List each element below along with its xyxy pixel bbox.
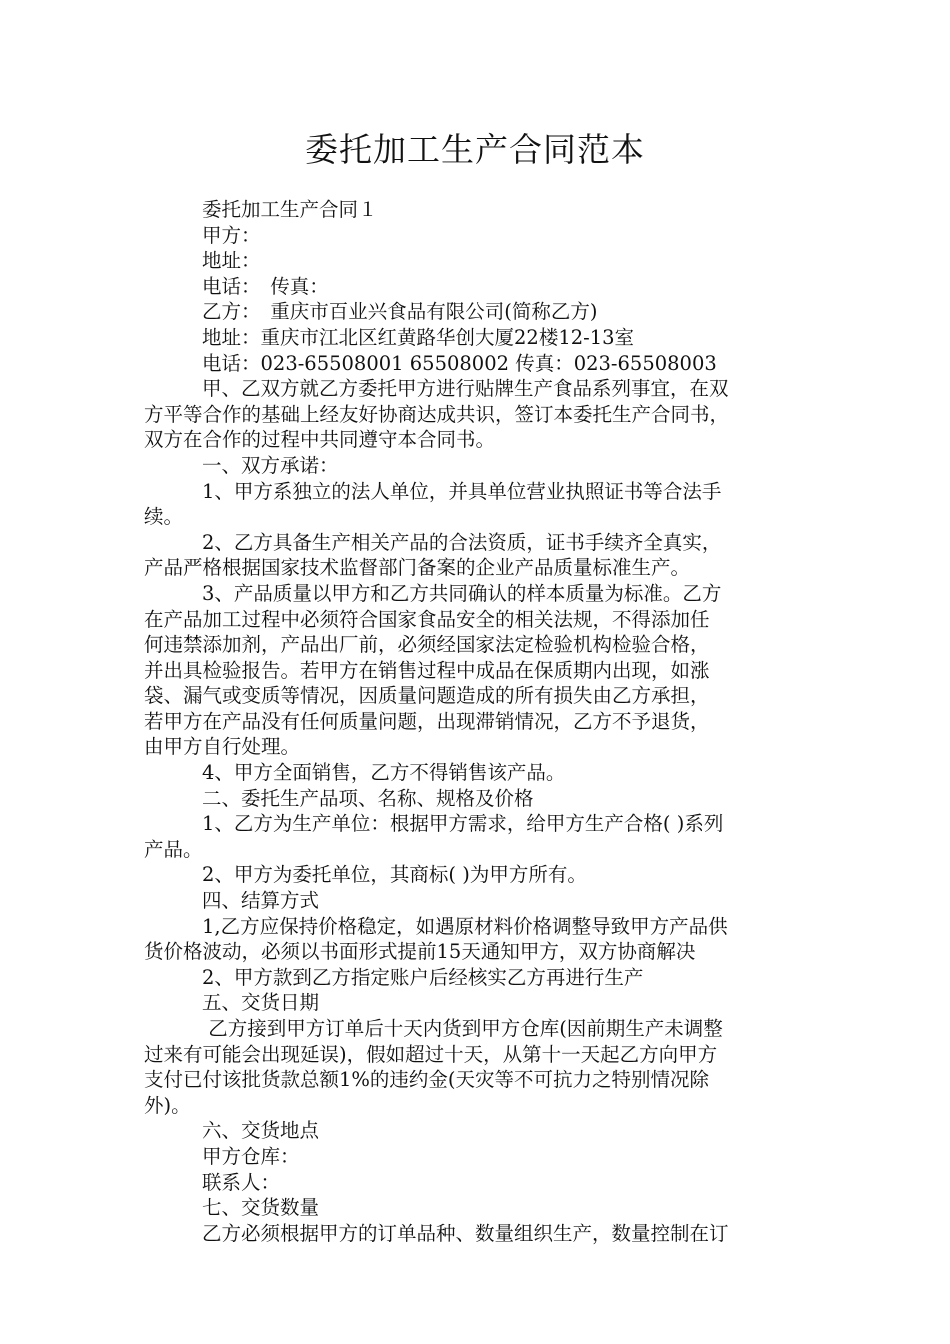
document-line: 地址：	[202, 249, 261, 273]
document-line: 电话：023-65508001 65508002 传真：023-65508003	[202, 351, 717, 375]
document-line: 乙方： 重庆市百业兴食品有限公司(简称乙方)	[202, 300, 598, 324]
document-line: 甲、乙双方就乙方委托甲方进行贴牌生产食品系列事宜，在双	[202, 377, 729, 401]
document-line: 2、甲方款到乙方指定账户后经核实乙方再进行生产	[202, 965, 644, 989]
document-line: 1,乙方应保持价格稳定，如遇原材料价格调整导致甲方产品供	[202, 914, 728, 938]
document-line: 电话： 传真：	[202, 274, 329, 298]
document-line: 委托加工生产合同１	[202, 198, 378, 221]
document-line: 1、甲方系独立的法人单位，并具单位营业执照证书等合法手	[202, 479, 722, 503]
document-line: 七、交货数量	[202, 1196, 320, 1220]
document-line: 袋、漏气或变质等情况，因质量问题造成的所有损失由乙方承担，	[144, 684, 710, 708]
document-line: 六、交货地点	[202, 1119, 320, 1143]
document-line: 一、双方承诺：	[202, 453, 339, 477]
document-line: 支付已付该批货款总额1%的违约金(天灾等不可抗力之特别情况除	[144, 1068, 710, 1092]
document-line: 甲方仓库：	[202, 1144, 300, 1168]
document-line: 五、交货日期	[202, 991, 320, 1015]
document-line: 地址：重庆市江北区红黄路华创大厦22楼12-13室	[202, 325, 635, 349]
document-title: 委托加工生产合同范本	[305, 130, 645, 169]
document-line: 续。	[144, 505, 184, 529]
document-line: 双方在合作的过程中共同遵守本合同书。	[144, 428, 496, 452]
document-line: 何违禁添加剂，产品出厂前，必须经国家法定检验机构检验合格，	[144, 633, 710, 657]
document-line: 3、产品质量以甲方和乙方共同确认的样本质量为标准。乙方	[202, 581, 722, 605]
document-line: 四、结算方式	[202, 889, 320, 913]
document-line: 产品。	[144, 837, 203, 861]
document-line: 外)。	[144, 1093, 191, 1117]
document-line: 2、甲方为委托单位，其商标( )为甲方所有。	[202, 863, 587, 887]
document-line: 乙方接到甲方订单后十天内货到甲方仓库(因前期生产未调整	[202, 1017, 723, 1040]
document-line: 1、乙方为生产单位：根据甲方需求，给甲方生产合格( )系列	[202, 812, 724, 836]
document-line: 过来有可能会出现延误)，假如超过十天，从第十一天起乙方向甲方	[144, 1042, 718, 1066]
document-line: 由甲方自行处理。	[144, 735, 301, 759]
document-line: 货价格波动，必须以书面形式提前15天通知甲方，双方协商解决	[144, 940, 696, 964]
document-line: 二、委托生产品项、名称、规格及价格	[202, 786, 534, 810]
document-line: 若甲方在产品没有任何质量问题，出现滞销情况，乙方不予退货，	[144, 709, 710, 733]
document-line: 4、甲方全面销售，乙方不得销售该产品。	[202, 761, 566, 785]
document-line: 联系人：	[202, 1170, 281, 1194]
document-line: 乙方必须根据甲方的订单品种、数量组织生产，数量控制在订	[202, 1221, 729, 1245]
document-line: 在产品加工过程中必须符合国家食品安全的相关法规，不得添加任	[144, 607, 710, 631]
document-line: 产品严格根据国家技术监督部门备案的企业产品质量标准生产。	[144, 556, 691, 580]
document-line: 方平等合作的基础上经友好协商达成共识，签订本委托生产合同书，	[144, 402, 730, 426]
document-body	[144, 197, 820, 1246]
document-line: 并出具检验报告。若甲方在销售过程中成品在保质期内出现，如涨	[144, 658, 710, 682]
document-line: 2、乙方具备生产相关产品的合法资质，证书手续齐全真实，	[202, 530, 722, 554]
document-line: 甲方：	[202, 223, 261, 247]
